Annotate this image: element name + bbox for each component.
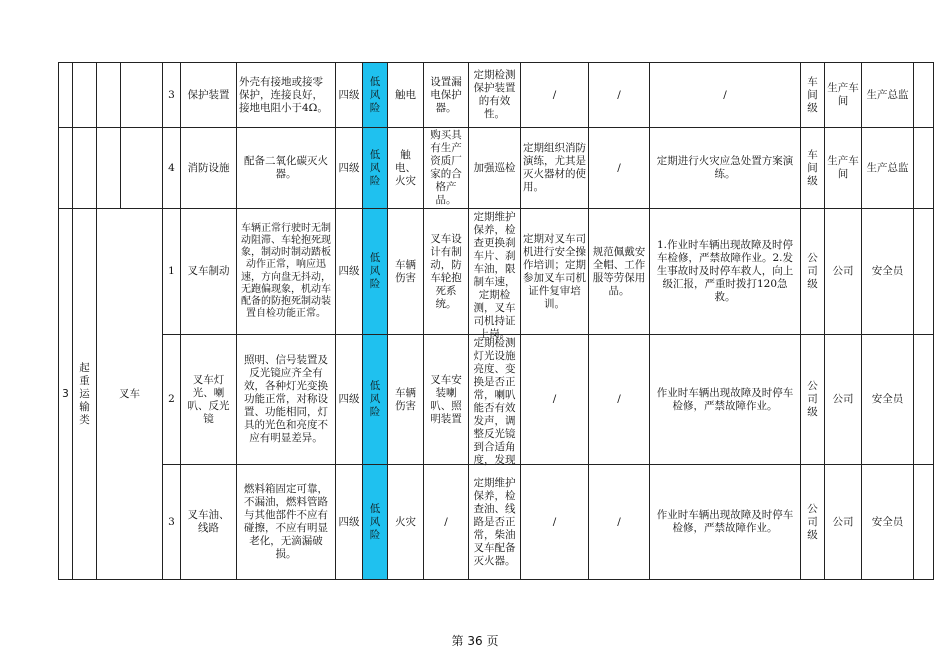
training-measures: / [521,465,589,580]
emergency-measures: 作业时车辆出现故障及时停车检修，严禁故障作业。 [650,465,801,580]
check-item: 叉车油、线路 [181,465,237,580]
hazard: 火灾 [388,465,424,580]
responsible-person: 安全员 [862,465,914,580]
responsible-person: 生产总监 [862,128,914,209]
responsible-unit: 生产车间 [825,128,862,209]
risk-table-sheet [58,62,909,582]
table-row [59,335,934,465]
risk-grade: 四级 [336,63,363,128]
row-number: 4 [163,128,181,209]
row-number: 2 [163,335,181,465]
row-number: 3 [163,63,181,128]
ppe-measures: / [589,465,650,580]
management-text: 定期检测灯光设施亮度、变换是否正常，喇叭能否有效发声，调整反光镜到合适角度，发现 [473,336,516,466]
engineering-measures: 设置漏电保护器。 [424,63,469,128]
equipment-name: 叉车 [97,209,163,580]
blank-cell [914,63,934,128]
table-row [59,63,934,128]
control-level: 车间级 [801,128,825,209]
check-standard: 配备二氧化碳灭火器。 [237,128,336,209]
risk-level: 低风险 [363,209,388,335]
control-level: 公司级 [801,335,825,465]
responsible-unit: 公司 [825,465,862,580]
check-item: 消防设施 [181,128,237,209]
page-number: 第 36 页 [451,634,499,648]
management-measures: 加强巡检 [469,128,521,209]
engineering-measures: 叉车设计有制动，防车轮抱死系统。 [424,209,469,335]
group-seq: 3 [59,209,73,580]
management-measures: 定期检测保护装置的有效性。 [469,63,521,128]
ppe-measures: / [589,63,650,128]
control-level: 公司级 [801,209,825,335]
management-measures: 定期维护保养，检查油、线路是否正常，柴油叉车配备灭火器。 [469,465,521,580]
check-standard: 车辆正常行驶时无制动阻滞、车轮抱死现象，制动时制动踏板动作正常，响应迅速，方向盘无抖动，无跑偏现象，机动车配备的防抱死制动装置自检功能正常。 [237,209,336,335]
training-measures: 定期对叉车司机进行安全操作培训；定期参加叉车司机证件复审培训。 [521,209,589,335]
responsible-person: 生产总监 [862,63,914,128]
emergency-measures: 定期进行火灾应急处置方案演练。 [650,128,801,209]
check-standard: 燃料箱固定可靠，不漏油，燃料管路与其他部件不应有碰擦，不应有明显老化，无滴漏破损。 [237,465,336,580]
ppe-measures: / [589,335,650,465]
check-standard: 照明、信号装置及反光镜应齐全有效，各种灯光变换功能正常，对称设置、功能相同，灯具的光色和亮度不应有明显差异。 [237,335,336,465]
engineering-measures: / [424,465,469,580]
training-measures: / [521,63,589,128]
blank-cell [73,63,97,128]
risk-control-table [58,62,934,580]
blank-cell [97,128,121,209]
management-measures [469,209,521,340]
responsible-unit: 公司 [825,335,862,465]
ppe-measures: 规范佩戴安全帽、工作服等劳保用品。 [589,209,650,335]
engineering-measures: 叉车安装喇叭、照明装置 [424,335,469,465]
check-item: 叉车制动 [181,209,237,335]
management-text: 定期维护保养，检查更换刹车片、刹车油，限制车速，定期检测，叉车司机持证上岗。 [473,210,516,340]
risk-level: 低风险 [363,465,388,580]
table-row [59,128,934,209]
blank-cell [914,335,934,465]
risk-grade: 四级 [336,128,363,209]
blank-cell [914,128,934,209]
row-number: 1 [163,209,181,335]
risk-level: 低风险 [363,128,388,209]
blank-cell [59,63,73,128]
blank-cell [121,128,163,209]
table-row [59,465,934,580]
blank-cell [59,128,73,209]
blank-cell [97,63,121,128]
table-row [59,209,934,335]
responsible-unit: 公司 [825,209,862,335]
blank-cell [73,128,97,209]
responsible-person: 安全员 [862,335,914,465]
blank-cell [914,209,934,335]
row-number: 3 [163,465,181,580]
check-standard: 外壳有接地或接零保护，连接良好，接地电阻小于4Ω。 [237,63,336,128]
hazard: 车辆伤害 [388,209,424,335]
engineering-measures: 购买具有生产资质厂家的合格产品。 [424,128,469,209]
equipment-category: 起重运输类 [73,209,97,580]
hazard: 触电 [388,63,424,128]
blank-cell [914,465,934,580]
control-level: 公司级 [801,465,825,580]
risk-grade: 四级 [336,335,363,465]
check-item: 叉车灯光、喇叭、反光镜 [181,335,237,465]
risk-grade: 四级 [336,209,363,335]
hazard: 车辆伤害 [388,335,424,465]
management-measures [469,335,521,465]
training-measures: 定期组织消防演练，尤其是灭火器材的使用。 [521,128,589,209]
check-item: 保护装置 [181,63,237,128]
blank-cell [121,63,163,128]
hazard: 触电、火灾 [388,128,424,209]
risk-grade: 四级 [336,465,363,580]
emergency-measures: 作业时车辆出现故障及时停车检修，严禁故障作业。 [650,335,801,465]
training-measures: / [521,335,589,465]
control-level: 车间级 [801,63,825,128]
risk-level: 低风险 [363,63,388,128]
emergency-measures: 1.作业时车辆出现故障及时停车检修，严禁故障作业。2.发生事故时及时停车救人，向上级汇报，严重时拨打120急救。 [650,209,801,335]
responsible-unit: 生产车间 [825,63,862,128]
emergency-measures: / [650,63,801,128]
risk-level: 低风险 [363,335,388,465]
ppe-measures: / [589,128,650,209]
responsible-person: 安全员 [862,209,914,335]
